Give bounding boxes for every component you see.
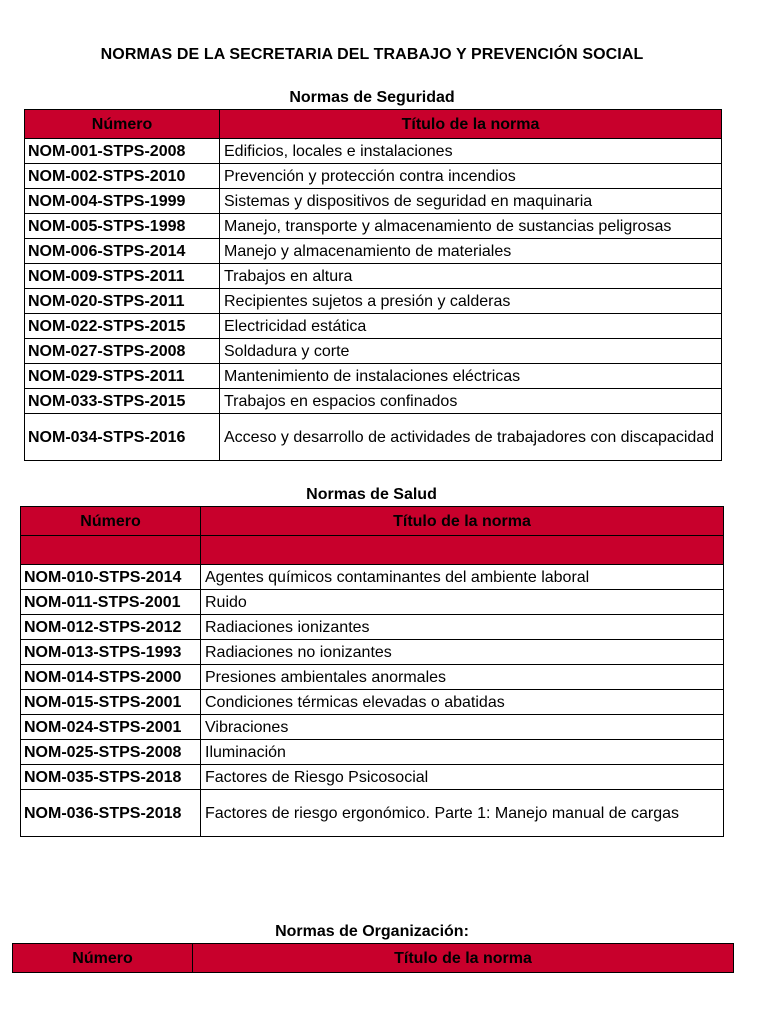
norma-title: Condiciones térmicas elevadas o abatidas — [201, 690, 724, 715]
norma-number: NOM-006-STPS-2014 — [25, 239, 220, 264]
norma-title: Presiones ambientales anormales — [201, 665, 724, 690]
column-header-titulo: Título de la norma — [220, 110, 722, 139]
table-row — [25, 389, 722, 414]
table-blank-row — [21, 536, 724, 565]
norma-title: Trabajos en espacios confinados — [220, 389, 722, 414]
norma-number: NOM-010-STPS-2014 — [21, 565, 201, 590]
section-title-seguridad: Normas de Seguridad — [289, 89, 455, 106]
norma-number: NOM-029-STPS-2011 — [25, 364, 220, 389]
norma-number: NOM-004-STPS-1999 — [25, 189, 220, 214]
norma-title: Prevención y protección contra incendios — [220, 164, 722, 189]
table-row — [21, 590, 724, 615]
norma-title: Manejo, transporte y almacenamiento de sustancias peligrosas — [220, 214, 722, 239]
norma-title: Electricidad estática — [220, 314, 722, 339]
table-row — [21, 565, 724, 590]
blank-cell — [201, 536, 724, 565]
norma-title: Radiaciones no ionizantes — [201, 640, 724, 665]
norma-number: NOM-015-STPS-2001 — [21, 690, 201, 715]
table-seguridad — [24, 109, 722, 461]
norma-number: NOM-002-STPS-2010 — [25, 164, 220, 189]
table-row — [21, 790, 724, 837]
norma-title: Edificios, locales e instalaciones — [220, 139, 722, 164]
table-row — [25, 264, 722, 289]
table-row — [25, 239, 722, 264]
table-row — [25, 139, 722, 164]
column-header-numero: Número — [13, 944, 193, 973]
norma-title: Agentes químicos contaminantes del ambiente laboral — [201, 565, 724, 590]
blank-cell — [21, 536, 201, 565]
table-salud — [20, 506, 724, 837]
norma-title: Mantenimiento de instalaciones eléctricas — [220, 364, 722, 389]
column-header-titulo: Título de la norma — [193, 944, 734, 973]
table-row — [21, 615, 724, 640]
norma-number: NOM-012-STPS-2012 — [21, 615, 201, 640]
section-title-salud: Normas de Salud — [306, 486, 437, 503]
document-title: NORMAS DE LA SECRETARIA DEL TRABAJO Y PREVENCIÓN SOCIAL — [100, 46, 644, 63]
norma-number: NOM-025-STPS-2008 — [21, 740, 201, 765]
table-row — [25, 164, 722, 189]
norma-number: NOM-024-STPS-2001 — [21, 715, 201, 740]
norma-number: NOM-001-STPS-2008 — [25, 139, 220, 164]
norma-title: Sistemas y dispositivos de seguridad en maquinaria — [220, 189, 722, 214]
norma-title: Radiaciones ionizantes — [201, 615, 724, 640]
column-header-titulo: Título de la norma — [201, 507, 724, 536]
table-row — [25, 289, 722, 314]
norma-title: Factores de riesgo ergonómico. Parte 1: Manejo manual de cargas — [201, 790, 724, 837]
table-row — [21, 665, 724, 690]
norma-number: NOM-005-STPS-1998 — [25, 214, 220, 239]
table-row — [25, 214, 722, 239]
table-row — [25, 189, 722, 214]
norma-title: Recipientes sujetos a presión y calderas — [220, 289, 722, 314]
norma-number: NOM-020-STPS-2011 — [25, 289, 220, 314]
table-row — [25, 314, 722, 339]
norma-title: Trabajos en altura — [220, 264, 722, 289]
norma-number: NOM-036-STPS-2018 — [21, 790, 201, 837]
norma-number: NOM-035-STPS-2018 — [21, 765, 201, 790]
norma-number: NOM-009-STPS-2011 — [25, 264, 220, 289]
table-row — [25, 364, 722, 389]
norma-title: Iluminación — [201, 740, 724, 765]
norma-number: NOM-011-STPS-2001 — [21, 590, 201, 615]
column-header-numero: Número — [25, 110, 220, 139]
norma-number: NOM-013-STPS-1993 — [21, 640, 201, 665]
table-organizacion — [12, 943, 734, 973]
column-header-numero: Número — [21, 507, 201, 536]
norma-title: Factores de Riesgo Psicosocial — [201, 765, 724, 790]
table-row — [21, 765, 724, 790]
norma-number: NOM-014-STPS-2000 — [21, 665, 201, 690]
norma-number: NOM-027-STPS-2008 — [25, 339, 220, 364]
table-row — [25, 414, 722, 461]
norma-number: NOM-033-STPS-2015 — [25, 389, 220, 414]
table-row — [21, 690, 724, 715]
norma-title: Vibraciones — [201, 715, 724, 740]
table-row — [21, 740, 724, 765]
norma-title: Manejo y almacenamiento de materiales — [220, 239, 722, 264]
norma-title: Ruido — [201, 590, 724, 615]
norma-number: NOM-034-STPS-2016 — [25, 414, 220, 461]
table-row — [25, 339, 722, 364]
table-row — [21, 640, 724, 665]
norma-number: NOM-022-STPS-2015 — [25, 314, 220, 339]
table-row — [21, 715, 724, 740]
section-title-organizacion: Normas de Organización: — [275, 923, 469, 940]
norma-title: Acceso y desarrollo de actividades de trabajadores con discapacidad — [220, 414, 722, 461]
norma-title: Soldadura y corte — [220, 339, 722, 364]
